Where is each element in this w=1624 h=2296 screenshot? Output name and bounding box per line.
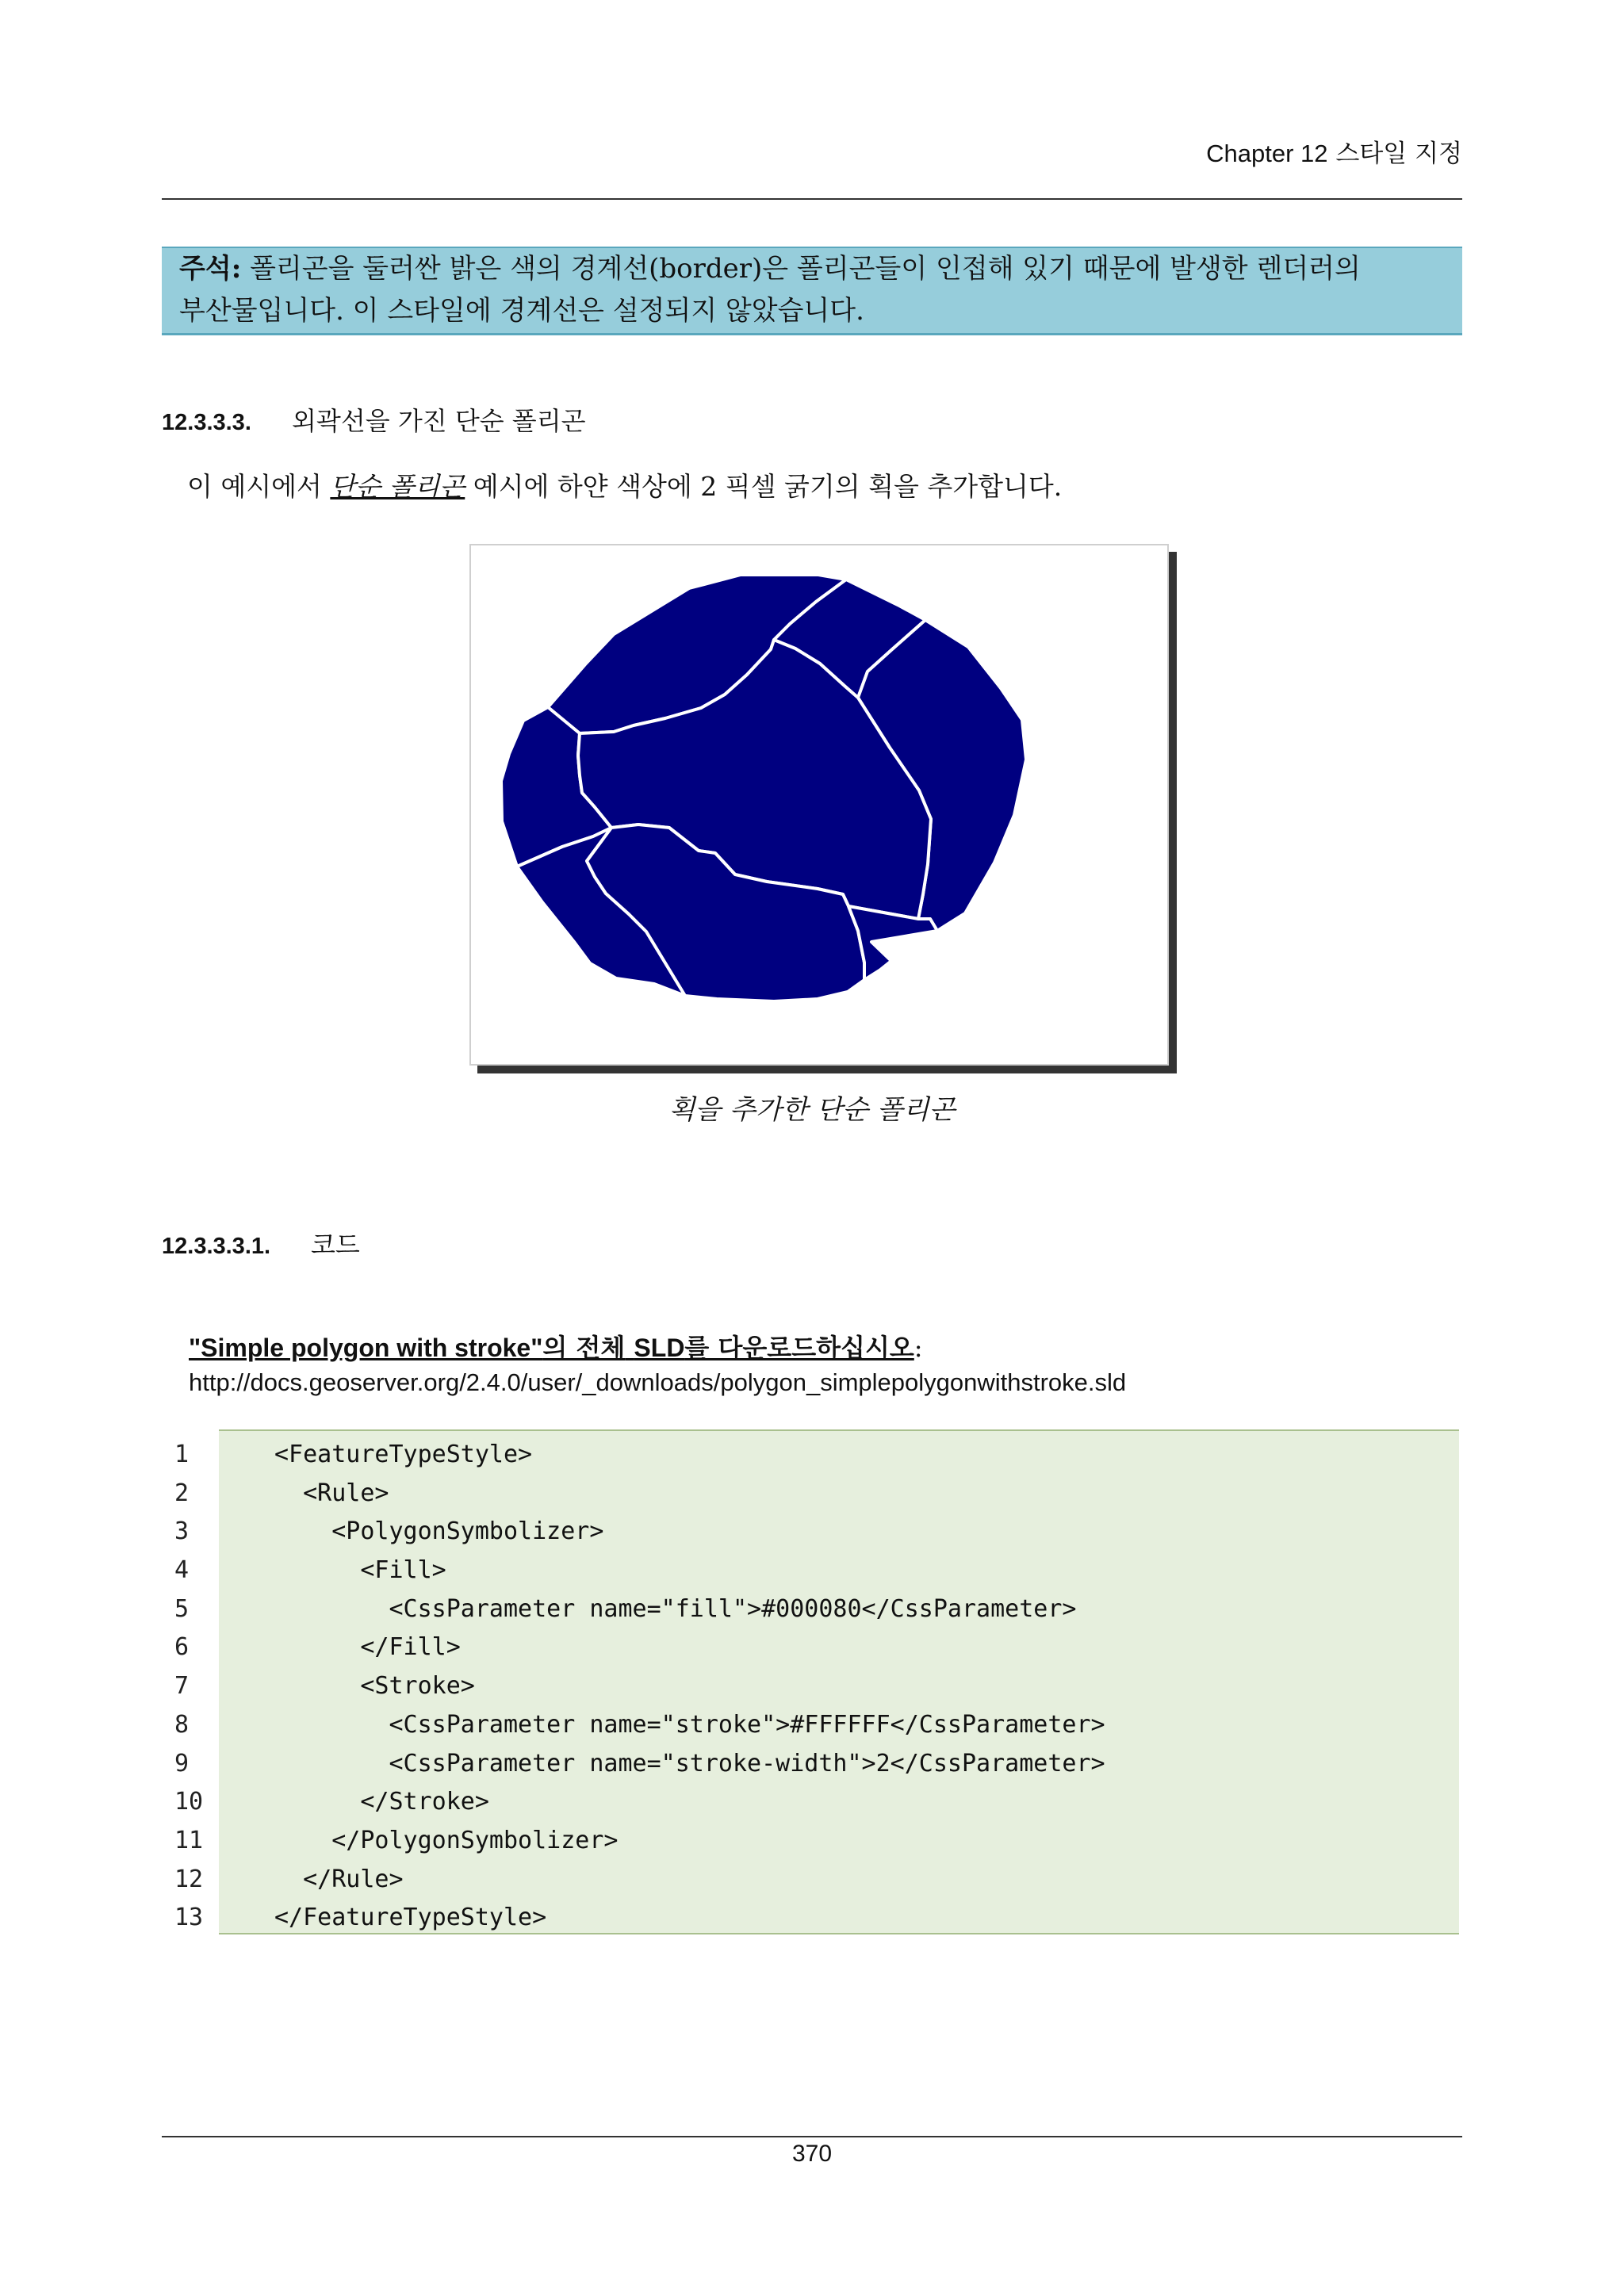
code-line-number: 6 (174, 1633, 190, 1662)
download-line (189, 1328, 923, 1364)
code-line-text: <Rule> (274, 1479, 389, 1507)
code-line-text: <Fill> (274, 1556, 446, 1585)
section-title: 외곽선을 가진 단순 폴리곤 (292, 406, 586, 436)
code-line (162, 1552, 1459, 1590)
code-line-text: </FeatureTypeStyle> (274, 1904, 547, 1932)
intro-suffix: 예시에 하얀 색상에 2 픽셀 굵기의 획을 추가합니다. (473, 471, 1063, 502)
subsection-title: 코드 (311, 1230, 360, 1260)
code-line (162, 1590, 1459, 1629)
code-line-text: </Stroke> (274, 1788, 489, 1816)
code-line-number: 2 (174, 1479, 190, 1507)
footer-divider (162, 2136, 1462, 2137)
note-text-2: 부산물입니다. 이 스타일에 경계선은 설정되지 않았습니다. (179, 295, 864, 327)
code-line-text: </Rule> (274, 1865, 404, 1893)
code-line (162, 1822, 1459, 1861)
code-line-number: 13 (174, 1904, 204, 1932)
code-line-number: 1 (174, 1441, 190, 1468)
intro-paragraph (187, 466, 1062, 503)
code-line (162, 1861, 1459, 1900)
code-line (162, 1436, 1459, 1475)
code-line (162, 1783, 1459, 1822)
code-line (162, 1513, 1459, 1552)
chapter-title: 스타일 지정 (1335, 140, 1462, 168)
header-divider (162, 198, 1462, 200)
download-link-ko: 의 전체 (542, 1333, 626, 1363)
download-link[interactable] (189, 1333, 914, 1363)
code-line (162, 1475, 1459, 1513)
download-url[interactable]: http://docs.geoserver.org/2.4.0/user/_downloads/polygon_simplepolygonwithstroke.sld (189, 1368, 1127, 1396)
code-line-text: <CssParameter name="fill">#000080</CssParameter> (274, 1594, 1077, 1623)
figure-caption: 획을 추가한 단순 폴리곤 (668, 1094, 956, 1126)
chapter-number: Chapter 12 (1206, 140, 1328, 167)
page-number: 370 (791, 2141, 833, 2167)
code-line-number: 4 (174, 1556, 190, 1585)
code-line-number: 10 (174, 1788, 204, 1816)
note-label: 주석: (179, 253, 242, 285)
note-text-1: 폴리곤을 둘러싼 밝은 색의 경계선(border)은 폴리곤들이 인접해 있기 때문에 발생한 렌더러의 (250, 253, 1361, 285)
running-header (1206, 133, 1462, 169)
code-line (162, 1745, 1459, 1784)
download-link-name: "Simple polygon with stroke" (189, 1334, 543, 1362)
code-line (162, 1706, 1459, 1745)
intro-prefix: 이 예시에서 (187, 471, 322, 502)
code-line-number: 3 (174, 1517, 190, 1546)
code-line-number: 7 (174, 1672, 190, 1701)
polygon-figure (469, 544, 1169, 1066)
code-line-text: </PolygonSymbolizer> (274, 1826, 619, 1854)
section-number: 12.3.3.3. (162, 410, 251, 435)
code-line-number: 8 (174, 1710, 190, 1739)
code-line-text: <CssParameter name="stroke">#FFFFFF</CssParameter> (274, 1710, 1105, 1739)
code-line-text: <FeatureTypeStyle> (274, 1441, 533, 1468)
code-line-text: <CssParameter name="stroke-width">2</CssParameter> (274, 1749, 1105, 1777)
code-line-number: 11 (174, 1826, 204, 1854)
section-heading (162, 401, 586, 438)
code-line (162, 1628, 1459, 1667)
code-line-text: <PolygonSymbolizer> (274, 1517, 604, 1546)
simple-polygon-link[interactable]: 단순 폴리곤 (330, 471, 465, 502)
code-line-text: <Stroke> (274, 1672, 475, 1701)
download-link-sld: SLD (634, 1334, 685, 1362)
code-line-number: 12 (174, 1865, 204, 1893)
code-line (162, 1667, 1459, 1706)
note-box (162, 247, 1462, 335)
polygon-map (471, 545, 1167, 1064)
code-lines (162, 1436, 1459, 1938)
download-colon: : (914, 1333, 923, 1363)
subsection-heading (162, 1225, 360, 1261)
note-line-1 (179, 248, 1445, 290)
code-line-number: 5 (174, 1594, 190, 1623)
code-block (162, 1429, 1459, 1934)
code-line-text: </Fill> (274, 1633, 461, 1662)
download-link-rest: 를 다운로드하십시오 (684, 1333, 914, 1363)
code-line (162, 1899, 1459, 1938)
code-line-number: 9 (174, 1749, 190, 1777)
subsection-number: 12.3.3.3.1. (162, 1234, 271, 1259)
